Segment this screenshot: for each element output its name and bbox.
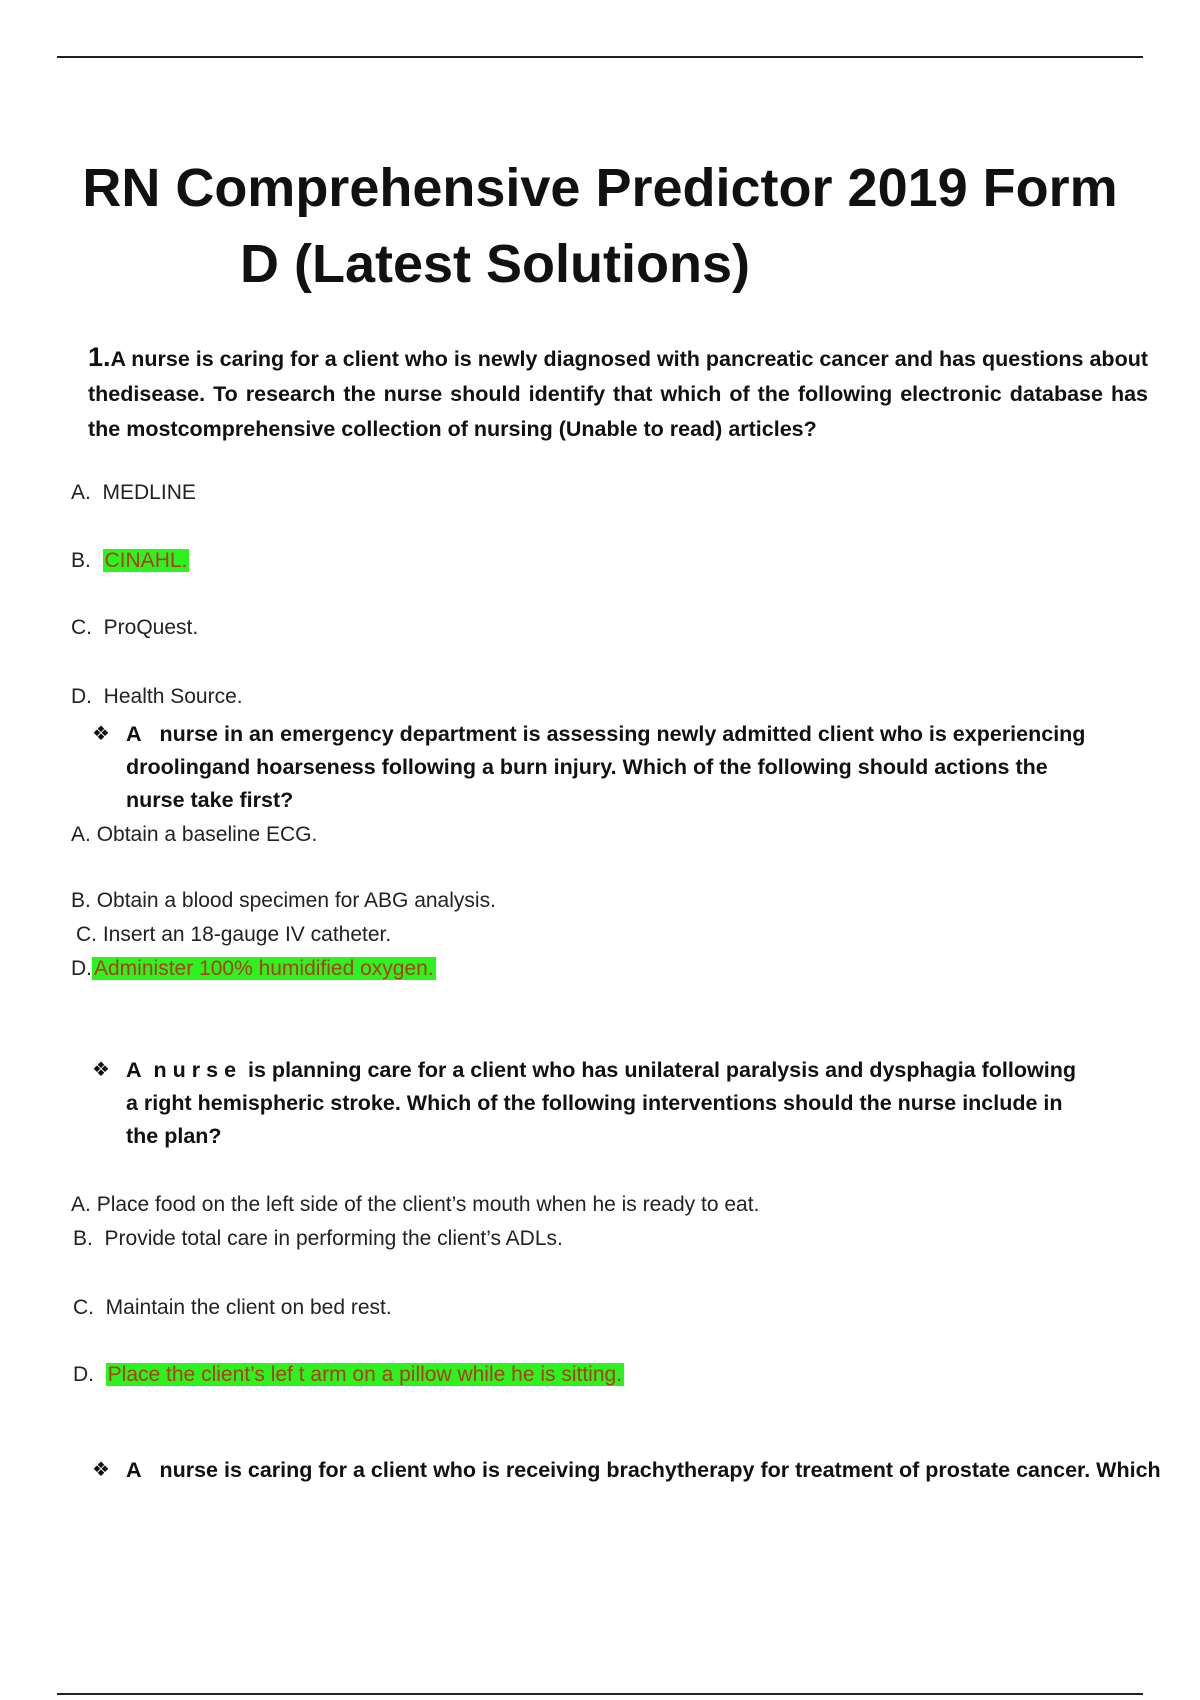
question-text: is planning care for a client who has unilateral paralysis and dysphagia following a right hemispheric stroke. Which of the following interventions should the nurse include in the plan? (126, 1058, 1076, 1148)
question-4 (92, 1454, 1162, 1487)
option-text: MEDLINE (102, 481, 196, 504)
option-letter: C. (76, 923, 97, 946)
question-lead: A (126, 1058, 142, 1082)
question-text: A nurse is caring for a client who is newly diagnosed with pancreatic cancer and has questions about thedisease. To research the nurse should identify that which of the following electronic database has the mostcomprehensive collection of nursing (Unable to read) articles? (88, 347, 1148, 441)
option-letter: D. (71, 685, 92, 708)
option-letter: A. (71, 481, 91, 504)
title-line-2: D (Latest Solutions) (240, 234, 750, 294)
diamond-bullet-icon: ❖ (92, 1059, 110, 1081)
q2-option-a (71, 820, 317, 850)
q1-option-a (71, 478, 196, 508)
option-letter: C. (71, 616, 92, 639)
option-text: Place food on the left side of the client’s mouth when he is ready to eat. (96, 1193, 760, 1216)
option-text: Obtain a blood specimen for ABG analysis. (96, 889, 496, 912)
question-text: nurse in an emergency department is assessing newly admitted client who is experiencing droolingand hoarseness following a burn injury. Which of the following should actions the nurse take first? (126, 722, 1086, 812)
q3-option-a (71, 1190, 759, 1220)
option-letter: D. (73, 1363, 94, 1386)
option-letter: D. (71, 957, 92, 980)
option-text: Maintain the client on bed rest. (105, 1296, 392, 1319)
option-letter: A. (71, 823, 91, 846)
correct-answer-highlight: Administer 100% humidified oxygen. (94, 957, 434, 980)
diamond-bullet-icon: ❖ (92, 723, 110, 745)
question-lead: A (126, 722, 142, 746)
question-2 (92, 718, 1092, 817)
option-text: Provide total care in performing the client’s ADLs. (104, 1227, 563, 1250)
q1-option-c (71, 613, 198, 643)
title-line-1: RN Comprehensive Predictor 2019 Form (82, 158, 1118, 218)
option-text: Health Source. (103, 685, 243, 708)
document-title (60, 150, 1140, 302)
q2-option-b (71, 886, 496, 916)
option-text: Obtain a baseline ECG. (96, 823, 318, 846)
bottom-rule (57, 1693, 1143, 1695)
question-text: nurse is caring for a client who is receiving brachytherapy for treatment of prostate cancer. Which (159, 1458, 1161, 1482)
q2-option-c (76, 920, 391, 950)
q1-option-d (71, 682, 243, 712)
top-rule (57, 56, 1143, 58)
question-1 (88, 340, 1148, 447)
option-letter: B. (73, 1227, 93, 1250)
q2-option-d-answer (71, 954, 436, 984)
option-letter: B. (71, 889, 91, 912)
q3-option-b (73, 1224, 563, 1254)
option-letter: A. (71, 1193, 91, 1216)
question-3 (92, 1054, 1092, 1153)
option-text: Insert an 18-gauge IV catheter. (102, 923, 392, 946)
question-lead-word: nurse (153, 1058, 243, 1082)
option-text: ProQuest. (103, 616, 199, 639)
q3-option-d-answer (73, 1360, 624, 1390)
q1-option-b-answer (71, 546, 189, 576)
question-lead: A (126, 1458, 142, 1482)
option-letter: C. (73, 1296, 94, 1319)
diamond-bullet-icon: ❖ (92, 1459, 110, 1481)
question-number: 1. (88, 342, 111, 372)
q3-option-c (73, 1293, 392, 1323)
correct-answer-highlight: Place the client’s lef t arm on a pillow while he is sitting. (107, 1363, 623, 1386)
correct-answer-highlight: CINAHL. (104, 549, 188, 572)
option-letter: B. (71, 549, 91, 572)
